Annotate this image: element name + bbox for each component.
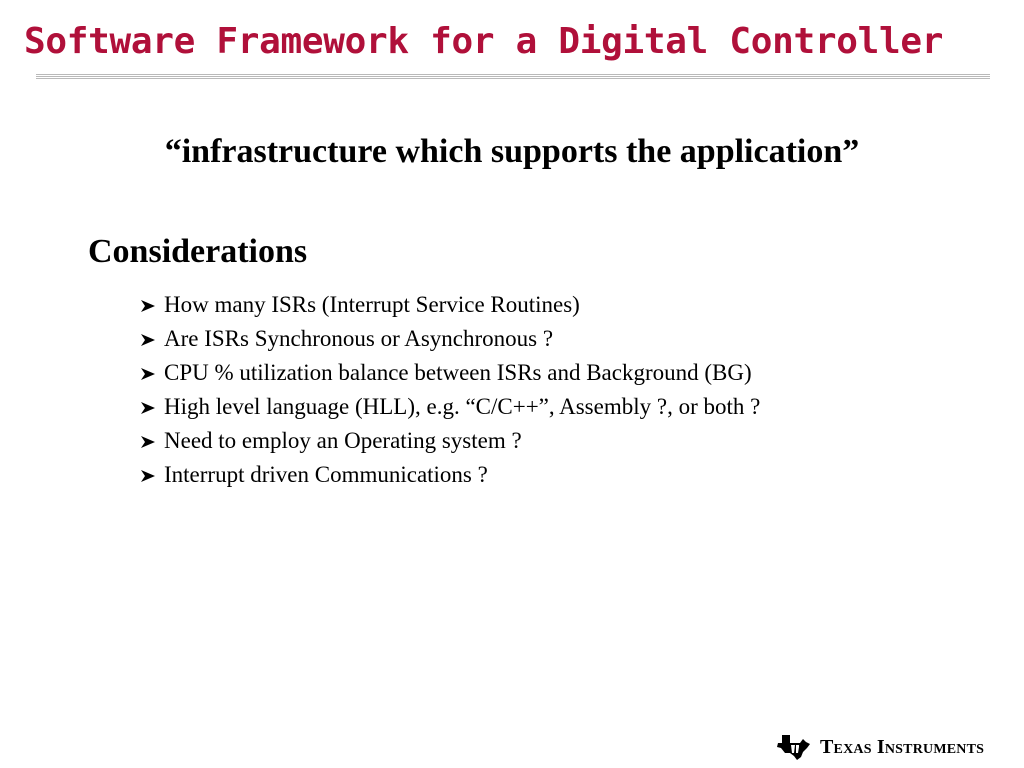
list-item xyxy=(140,424,760,458)
bullet-text: Interrupt driven Communications ? xyxy=(164,462,488,487)
arrow-bullet-icon xyxy=(140,435,156,449)
texas-state-logo-icon xyxy=(776,733,812,761)
slide-title: Software Framework for a Digital Controller xyxy=(24,21,944,62)
bullet-text: High level language (HLL), e.g. “C/C++”, Assembly ?, or both ? xyxy=(164,394,761,419)
list-item xyxy=(140,288,760,322)
bullet-text: Are ISRs Synchronous or Asynchronous ? xyxy=(164,326,554,351)
arrow-bullet-icon xyxy=(140,333,156,347)
arrow-bullet-icon xyxy=(140,469,156,483)
list-item xyxy=(140,390,760,424)
considerations-heading: Considerations xyxy=(88,233,308,270)
arrow-bullet-icon xyxy=(140,367,156,381)
title-divider xyxy=(36,74,990,80)
list-item xyxy=(140,356,760,390)
slide-quote: “infrastructure which supports the application” xyxy=(164,133,860,170)
arrow-bullet-icon xyxy=(140,299,156,313)
logo-wordmark: Texas Instruments xyxy=(820,735,985,758)
bullet-text: Need to employ an Operating system ? xyxy=(164,428,522,453)
arrow-bullet-icon xyxy=(140,401,156,415)
bullet-text: CPU % utilization balance between ISRs and Background (BG) xyxy=(164,360,752,385)
texas-instruments-logo xyxy=(776,732,984,762)
considerations-list xyxy=(140,288,760,492)
list-item xyxy=(140,322,760,356)
bullet-text: How many ISRs (Interrupt Service Routines) xyxy=(164,292,580,317)
list-item xyxy=(140,458,760,492)
